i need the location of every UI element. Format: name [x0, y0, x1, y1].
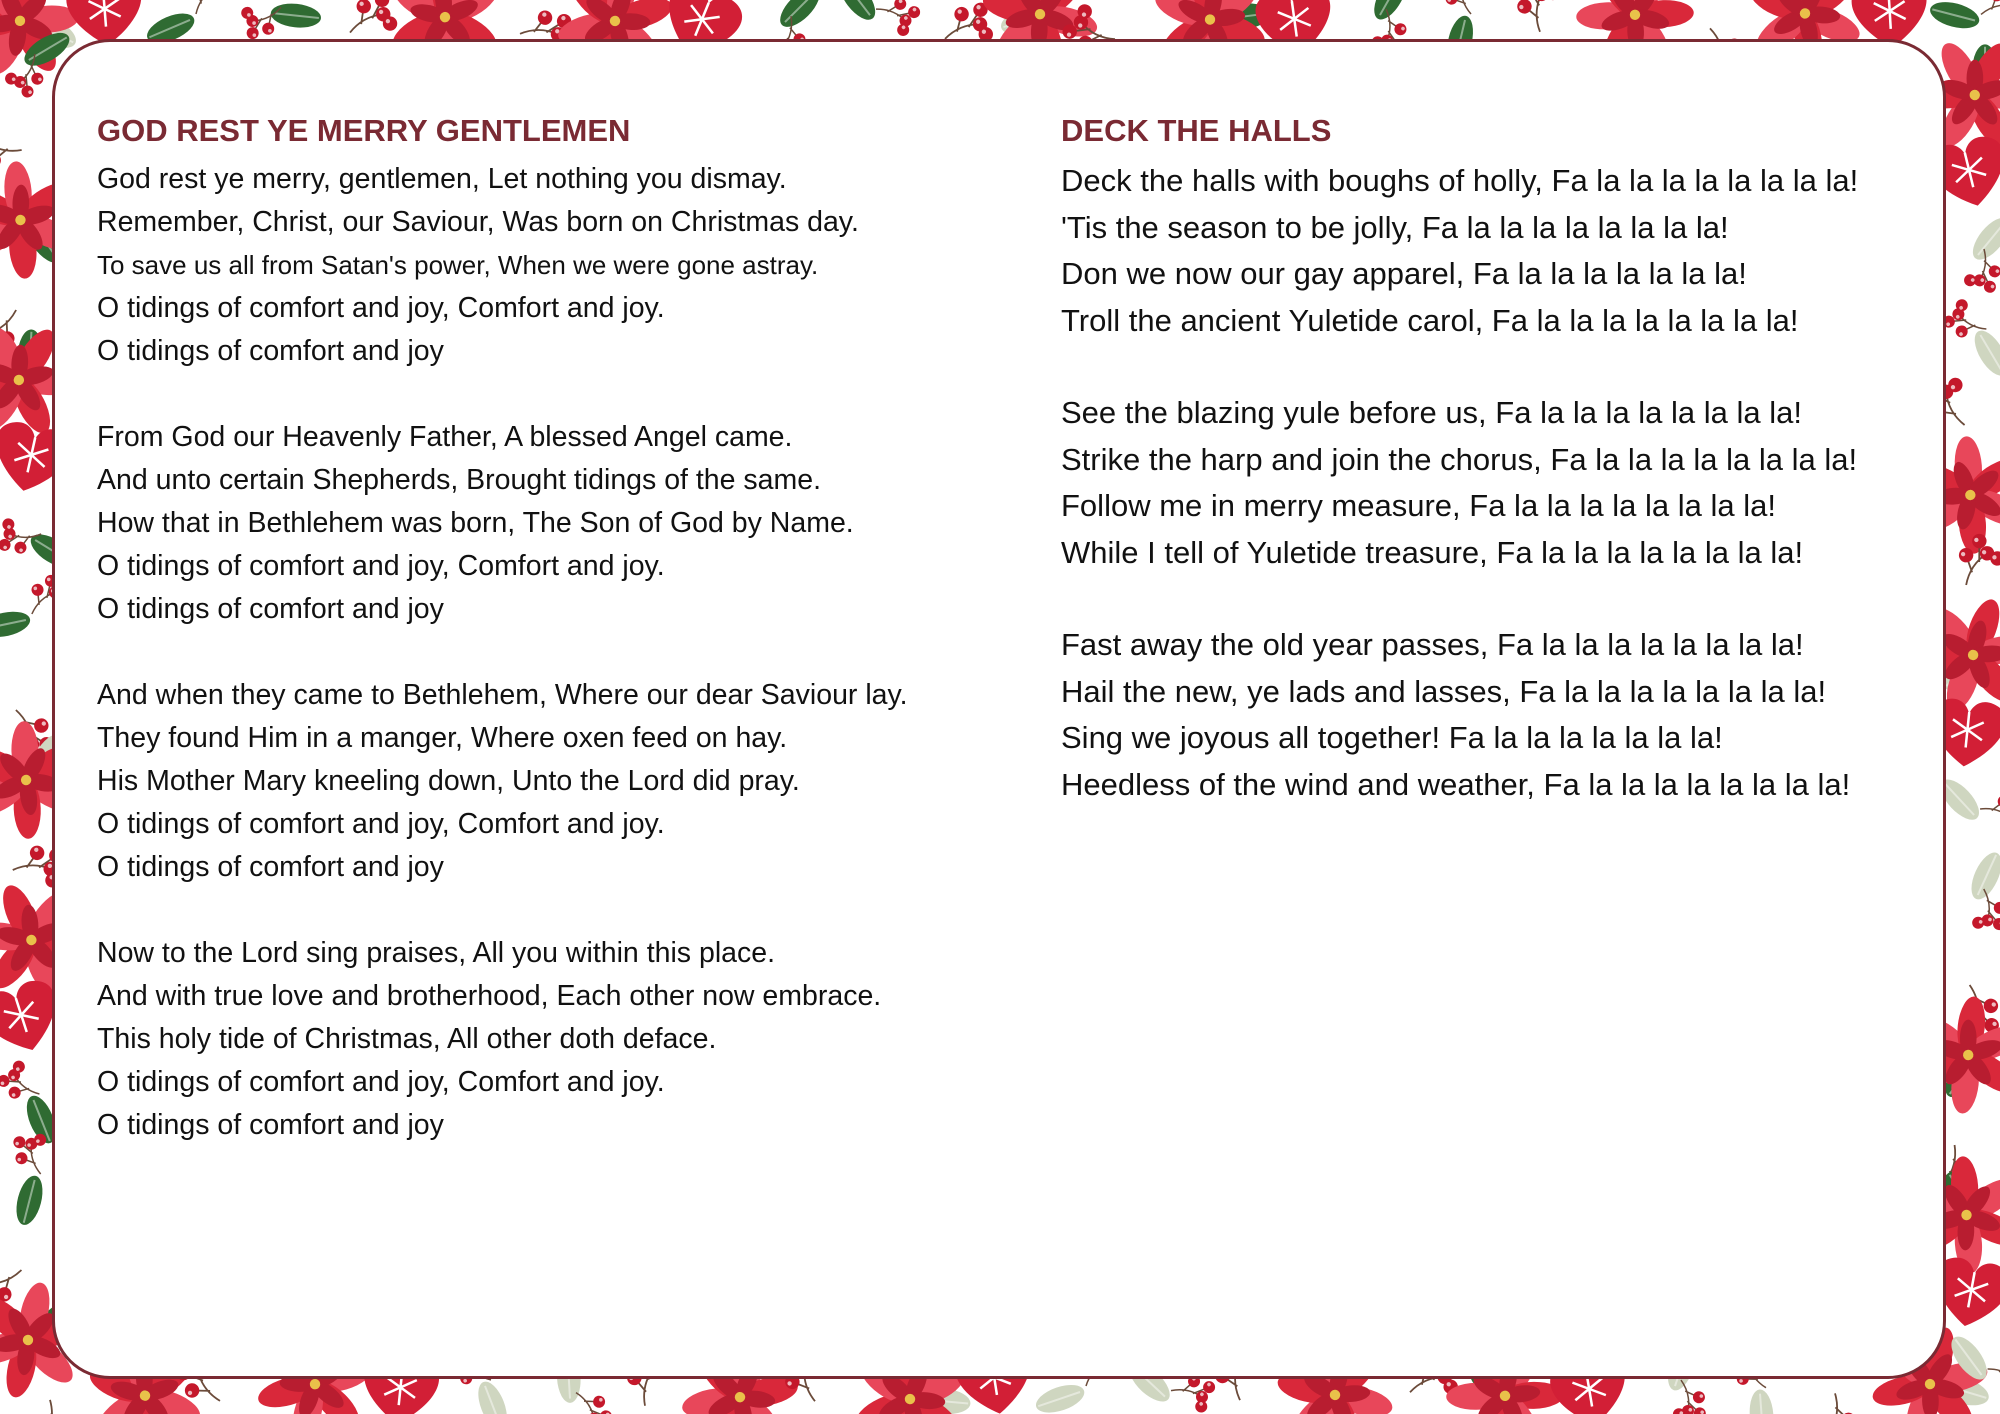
lyric-line: O tidings of comfort and joy	[97, 1109, 444, 1141]
berry-cluster-icon	[1506, 0, 1566, 32]
lyric-line: O tidings of comfort and joy, Comfort and joy.	[97, 292, 665, 324]
lyric-line: Now to the Lord sing praises, All you within this place.	[97, 937, 776, 969]
lyric-line: From God our Heavenly Father, A blessed Angel came.	[97, 421, 793, 453]
leaf-icon	[473, 1378, 513, 1414]
lyric-line: O tidings of comfort and joy, Comfort and joy.	[97, 550, 665, 582]
leaf-icon	[1032, 1380, 1087, 1414]
verse	[97, 158, 947, 373]
lyric-line: And unto certain Shepherds, Brought tidings of the same.	[97, 464, 822, 496]
lyric-line: Fast away the old year passes, Fa la la la la la la la la!	[1061, 627, 1804, 662]
berry-cluster-icon	[1437, 0, 1480, 14]
lyric-line: Deck the halls with boughs of holly, Fa la la la la la la la la!	[1061, 163, 1859, 198]
verse	[1061, 390, 1921, 576]
lyric-line: Follow me in merry measure, Fa la la la la la la la la!	[1061, 488, 1776, 523]
lyric-line: O tidings of comfort and joy, Comfort and joy.	[97, 808, 665, 840]
lyric-line: While I tell of Yuletide treasure, Fa la la la la la la la la!	[1061, 534, 1804, 570]
lyric-line: God rest ye merry, gentlemen, Let nothing you dismay.	[97, 163, 787, 195]
lyric-line: This holy tide of Christmas, All other doth deface.	[97, 1023, 717, 1055]
lyric-line: Don we now our gay apparel, Fa la la la la la la la!	[1061, 256, 1747, 291]
lyric-line: O tidings of comfort and joy, Comfort and joy.	[97, 1066, 665, 1098]
song-title: GOD REST YE MERRY GENTLEMEN	[97, 113, 631, 148]
lyric-line: How that in Bethlehem was born, The Son of God by Name.	[97, 507, 854, 539]
lyrics-card	[52, 39, 1946, 1379]
song-title: DECK THE HALLS	[1061, 113, 1332, 148]
song-column-deck-the-halls	[1061, 110, 1921, 854]
lyric-line: Sing we joyous all together! Fa la la la la la la la!	[1061, 720, 1723, 755]
berry-cluster-icon	[1981, 0, 2000, 24]
verse	[1061, 158, 1921, 344]
berry-cluster-icon	[876, 0, 927, 40]
lyric-line: Strike the harp and join the chorus, Fa la la la la la la la la!	[1061, 441, 1858, 477]
leaf-icon	[1927, 0, 1982, 33]
lyric-line: O tidings of comfort and joy	[97, 335, 444, 367]
berry-cluster-icon	[350, 0, 399, 35]
berry-cluster-icon	[1980, 786, 2000, 838]
lyric-line: And when they came to Bethlehem, Where our dear Saviour lay.	[97, 679, 908, 711]
leaf-icon	[1966, 212, 2000, 266]
lyric-line: Heedless of the wind and weather, Fa la la la la la la la la!	[1061, 766, 1851, 802]
lyric-line: His Mother Mary kneeling down, Unto the Lord did pray.	[97, 765, 800, 797]
leaf-icon	[270, 1, 323, 30]
verse	[1061, 622, 1921, 808]
leaf-icon	[12, 1173, 47, 1228]
berry-cluster-icon	[1949, 528, 2000, 585]
lyric-line: They found Him in a manger, Where oxen feed on hay.	[97, 722, 788, 754]
berry-cluster-icon	[182, 0, 231, 14]
leaf-icon	[0, 608, 32, 641]
lyric-line: See the blazing yule before us, Fa la la la la la la la la!	[1061, 395, 1803, 430]
verse	[97, 416, 947, 631]
leaf-icon	[774, 0, 826, 33]
leaf-icon	[1965, 848, 2000, 904]
lyric-line: Hail the new, ye lads and lasses, Fa la la la la la la la la!	[1061, 673, 1827, 709]
lyric-line: 'Tis the season to be jolly, Fa la la la la la la la la!	[1061, 209, 1729, 245]
berry-cluster-icon	[21, 1400, 83, 1414]
berry-cluster-icon	[1806, 1393, 1867, 1414]
lyric-line: O tidings of comfort and joy	[97, 593, 444, 625]
lyric-line: Troll the ancient Yuletide carol, Fa la la la la la la la la!	[1061, 302, 1799, 338]
song-column-god-rest-ye	[97, 110, 947, 1190]
berry-cluster-icon	[1988, 1349, 2000, 1401]
verse	[97, 674, 947, 889]
lyric-line: And with true love and brotherhood, Each other now embrace.	[97, 980, 882, 1012]
lyric-line: Remember, Christ, our Saviour, Was born on Christmas day.	[97, 206, 859, 238]
berry-cluster-icon	[576, 1391, 613, 1414]
leaf-icon	[1748, 1389, 1775, 1414]
verse	[97, 932, 947, 1147]
leaf-icon	[1968, 325, 2000, 380]
lyric-line: To save us all from Satan's power, When we were gone astray.	[97, 250, 819, 280]
leaf-icon	[833, 0, 882, 26]
lyric-line: O tidings of comfort and joy	[97, 851, 444, 883]
